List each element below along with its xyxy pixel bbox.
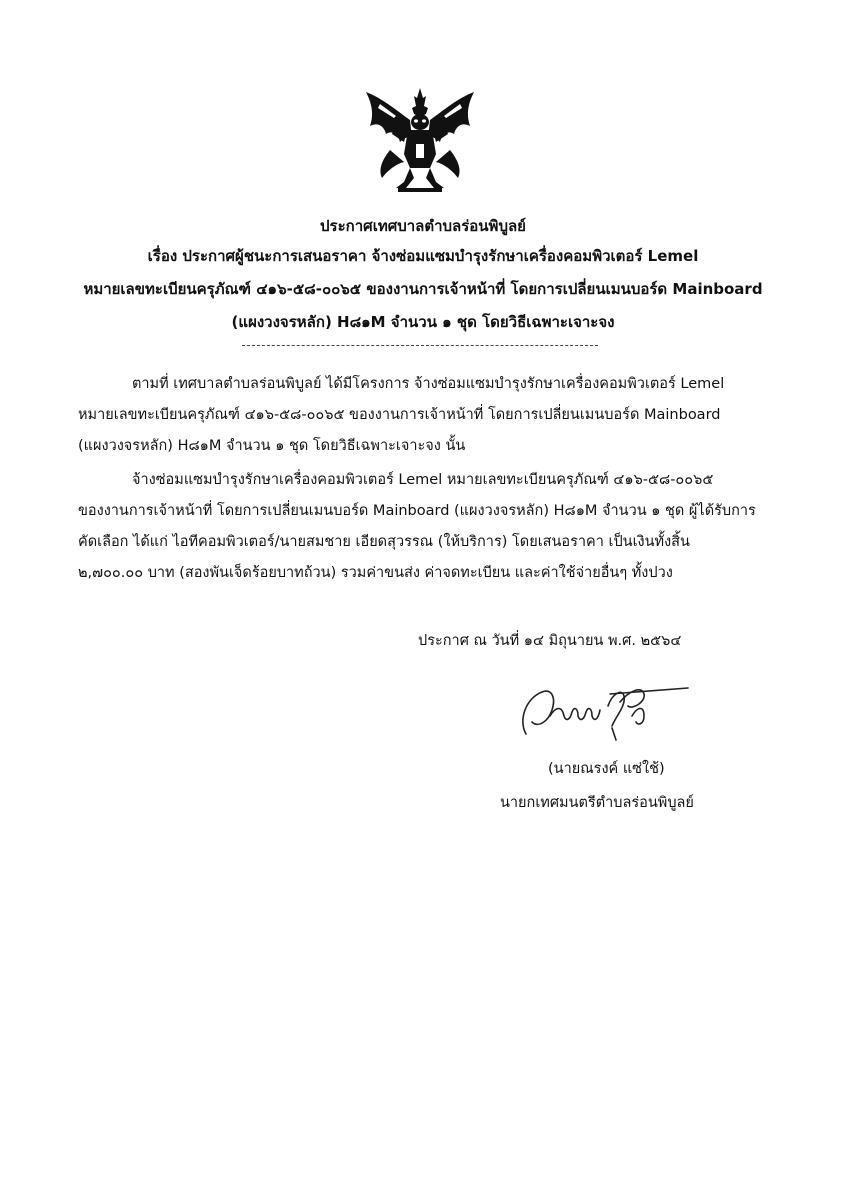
- signatory-position: นายกเทศมนตรีตำบลร่อนพิบูลย์: [500, 795, 694, 811]
- header-divider: [242, 345, 598, 346]
- paragraph-2-line-2: ของงานการเจ้าหน้าที่ โดยการเปลี่ยนเมนบอร์ด Mainboard (แผงวงจรหลัก) H๘๑M จำนวน ๑ ชุด ผู้ได้รับการ: [78, 503, 756, 519]
- paragraph-2-line-3: คัดเลือก ได้แก่ ไอทีคอมพิวเตอร์/นายสมชาย เอียดสุวรรณ (ให้บริการ) โดยเสนอราคา เป็นเงินทั้งสิ้น: [78, 534, 690, 550]
- paragraph-1-line-3: (แผงวงจรหลัก) H๘๑M จำนวน ๑ ชุด โดยวิธีเฉพาะเจาะจง นั้น: [78, 438, 466, 454]
- handwritten-signature: [512, 676, 690, 746]
- paragraph-1-line-2: หมายเลขทะเบียนครุภัณฑ์ ๔๑๖-๕๘-๐๐๖๕ ของงานการเจ้าหน้าที่ โดยการเปลี่ยนเมนบอร์ด Mainboard: [78, 407, 721, 423]
- paragraph-1-line-1: ตามที่ เทศบาลตำบลร่อนพิบูลย์ ได้มีโครงการ จ้างซ่อมแซมบำรุงรักษาเครื่องคอมพิวเตอร์ Lemel: [132, 376, 725, 392]
- issuer-heading: ประกาศเทศบาลตำบลร่อนพิบูลย์: [320, 217, 526, 235]
- garuda-emblem-icon: [360, 84, 480, 196]
- signatory-name: (นายณรงค์ แซ่ใช้): [548, 761, 665, 777]
- subject-line-3: (แผงวงจรหลัก) H๘๑M จำนวน ๑ ชุด โดยวิธีเฉพาะเจาะจง: [231, 313, 615, 331]
- subject-line-2: หมายเลขทะเบียนครุภัณฑ์ ๔๑๖-๕๘-๐๐๖๕ ของงานการเจ้าหน้าที่ โดยการเปลี่ยนเมนบอร์ด Mainboard: [83, 280, 763, 298]
- paragraph-2-line-4: ๒,๗๐๐.๐๐ บาท (สองพันเจ็ดร้อยบาทถ้วน) รวมค่าขนส่ง ค่าจดทะเบียน และค่าใช้จ่ายอื่นๆ ทั้งปวง: [78, 565, 673, 581]
- subject-line-1: เรื่อง ประกาศผู้ชนะการเสนอราคา จ้างซ่อมแซมบำรุงรักษาเครื่องคอมพิวเตอร์ Lemel: [147, 247, 699, 265]
- announce-date: ประกาศ ณ วันที่ ๑๔ มิถุนายน พ.ศ. ๒๕๖๔: [418, 633, 682, 649]
- paragraph-2-line-1: จ้างซ่อมแซมบำรุงรักษาเครื่องคอมพิวเตอร์ Lemel หมายเลขทะเบียนครุภัณฑ์ ๔๑๖-๕๘-๐๐๖๕: [132, 472, 714, 488]
